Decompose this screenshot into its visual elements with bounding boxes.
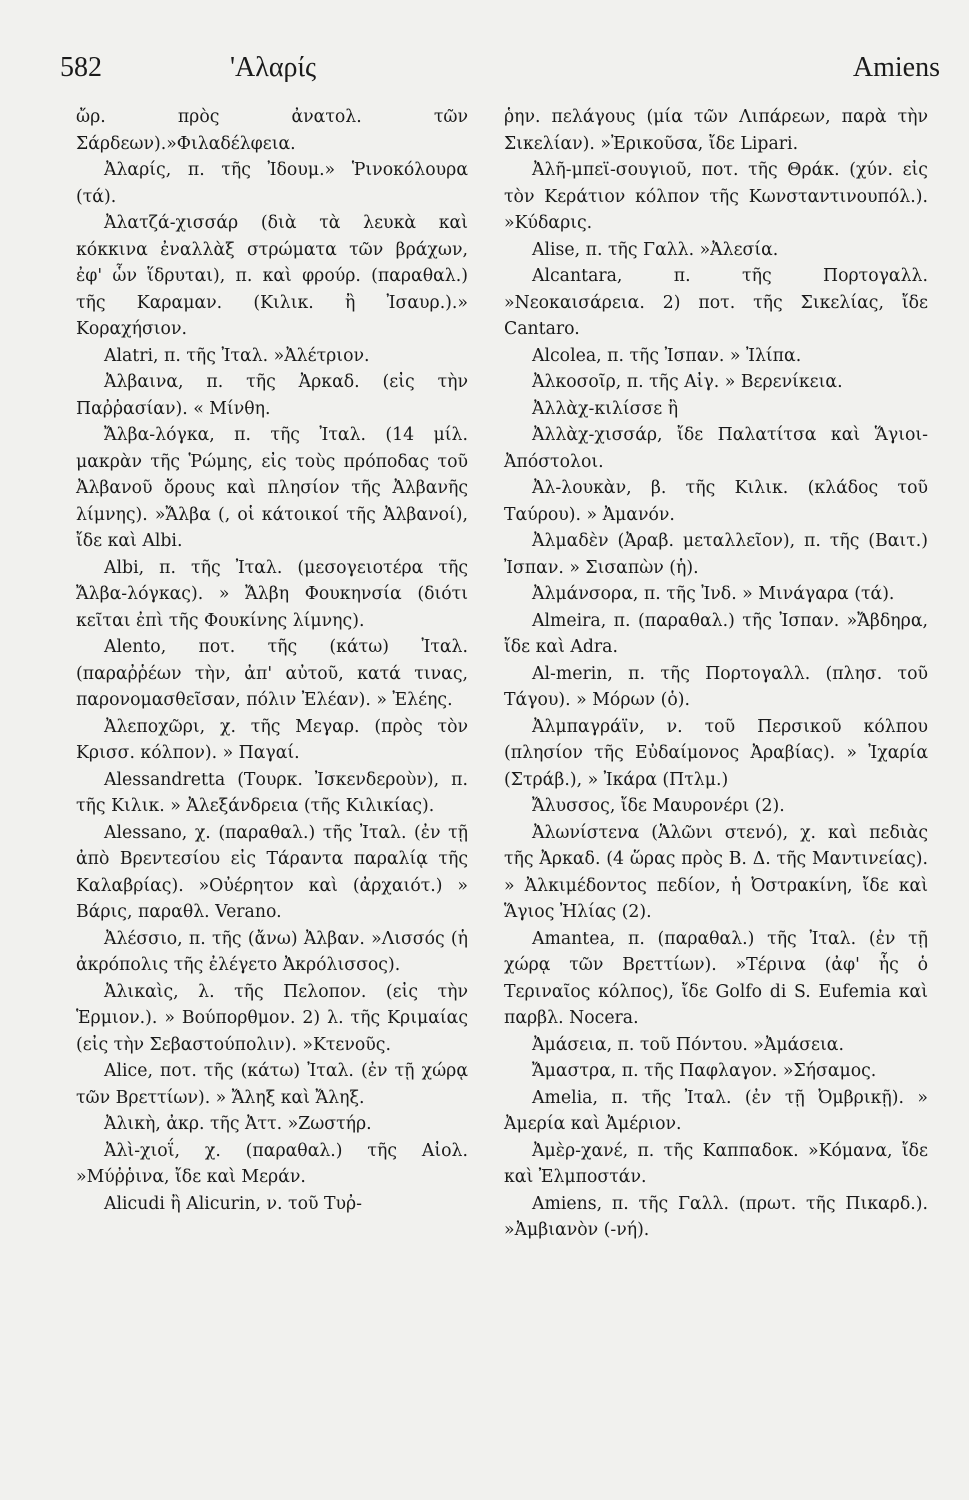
page-header xyxy=(60,52,940,96)
entry: Ἄλβα-λόγκα, π. τῆς Ἰταλ. (14 μίλ. μακρὰν τῆς Ῥώμης, εἰς τοὺς πρόποδας τοῦ Ἀλβανοῦ ὄρους καὶ πλησίον τῆς Ἀλβανῆς λίμνης). »Ἄλβα (, οἱ κάτοικοί τῆς Ἀλβανοί), ἴδε καὶ Albi. xyxy=(76,425,468,551)
entry: Ἀμὲρ-χανέ, π. τῆς Καππαδοκ. »Κόμανα, ἴδε καὶ Ἐλμποστάν. xyxy=(504,1140,928,1187)
left-column xyxy=(76,104,468,1217)
entry: Ἀλέσσιο, π. τῆς (ἄνω) Ἀλβαν. »Λισσός (ἡ ἀκρόπολις τῆς ἐλέγετο Ἀκρόλισσος). xyxy=(76,928,468,975)
entry: Amiens, π. τῆς Γαλλ. (πρωτ. τῆς Πικαρδ.). »Ἀμβιανὸν (-νή). xyxy=(504,1193,928,1240)
entry: Alento, ποτ. τῆς (κάτω) Ἰταλ. (παραῤῥέων τὴν, ἀπ' αὐτοῦ, κατά τινας, παρονομασθεῖσαν, πόλιν Ἐλέαν). » Ἐλέης. xyxy=(76,637,468,710)
page-number: 582 xyxy=(60,52,102,83)
entry: Ἀλικὴ, ἀκρ. τῆς Ἀττ. »Ζωστήρ. xyxy=(104,1114,372,1134)
entry: Ἀλεποχῶρι, χ. τῆς Μεγαρ. (πρὸς τὸν Κρισσ. κόλπον). » Παγαί. xyxy=(76,716,468,763)
entry: Amelia, π. τῆς Ἰταλ. (ἐν τῇ Ὀμβρικῇ). » Ἀμερία καὶ Ἀμέριον. xyxy=(504,1087,928,1134)
entry: Ἀλβαινα, π. τῆς Ἀρκαδ. (εἰς τὴν Παῤῥασίαν). « Μίνθη. xyxy=(76,372,468,419)
entry: Alessandretta (Τουρκ. Ἰσκενδεροὺν), π. τῆς Κιλικ. » Ἀλεξάνδρεια (τῆς Κιλικίας). xyxy=(76,769,468,816)
entry: Al-merin, π. τῆς Πορτογαλλ. (πλησ. τοῦ Τάγου). » Μόρων (ὁ). xyxy=(504,663,928,710)
entry: Ἀλὶ-χιοΐ, χ. (παραθαλ.) τῆς Αἰολ. »Μύῤῥινα, ἴδε καὶ Μεράν. xyxy=(76,1140,468,1187)
entry: ὤρ. πρὸς ἀνατολ. τῶν Σάρδεων).»Φιλαδέλφεια. xyxy=(76,107,468,154)
entry: Ἀλικαὶς, λ. τῆς Πελοπον. (εἰς τὴν Ἑρμιον.). » Βούπορθμον. 2) λ. τῆς Κριμαίας (εἰς τὴν Σεβαστούπολιν). »Κτενοῦς. xyxy=(76,981,468,1055)
entry: Almeira, π. (παραθαλ.) τῆς Ἰσπαν. »Ἄβδηρα, ἴδε καὶ Adra. xyxy=(504,610,928,657)
running-head-right: Amiens xyxy=(852,52,940,83)
entry: Ἀλῆ-μπεϊ-σουγιοῦ, ποτ. τῆς Θράκ. (χύν. εἰς τὸν Κεράτιον κόλπον τῆς Κωνσταντινουπόλ.). »Κύδαρις. xyxy=(504,160,928,233)
entry: Alice, ποτ. τῆς (κάτω) Ἰταλ. (ἐν τῇ χώρᾳ τῶν Βρεττίων). » Ἄληξ καὶ Ἄληξ. xyxy=(76,1061,468,1108)
entry: Ἀλ-λουκὰν, β. τῆς Κιλικ. (κλάδος τοῦ Ταύρου). » Ἀμανόν. xyxy=(504,478,928,525)
entry: Ἀλλὰχ-κιλίσσε ἢ xyxy=(532,398,679,419)
running-head-left: 'Αλαρίς xyxy=(230,52,317,83)
entry: ῥην. πελάγους (μία τῶν Λιπάρεων, παρὰ τὴν Σικελίαν). »Ἐρικοῦσα, ἴδε Lipari. xyxy=(504,107,928,154)
entry: Ἀλλὰχ-χισσάρ, ἴδε Παλατίτσα καὶ Ἅγιοι-Ἀπόστολοι. xyxy=(504,425,928,472)
entry: Alcolea, π. τῆς Ἰσπαν. » Ἰλίπα. xyxy=(532,345,802,366)
entry: Ἀλωνίστενα (Ἁλῶνι στενό), χ. καὶ πεδιὰς τῆς Ἀρκαδ. (4 ὥρας πρὸς Β. Δ. τῆς Μαντινείας). » Ἀλκιμέδοντος πεδίον, ἡ Ὀστρακίνη, ἴδε καὶ Ἅγιος Ἠλίας (2). xyxy=(504,822,928,922)
entry: Alatri, π. τῆς Ἰταλ. »Ἀλέτριον. xyxy=(104,345,370,366)
entry: Ἀλμπαγράϊν, ν. τοῦ Περσικοῦ κόλπου (πλησίον τῆς Εὐδαίμονος Ἀραβίας). » Ἰχαρία (Στράβ.), » Ἰκάρα (Πτλμ.) xyxy=(504,716,928,790)
entry: Alessano, χ. (παραθαλ.) τῆς Ἰταλ. (ἐν τῇ ἀπὸ Βρεντεσίου εἰς Τάραντα παραλίᾳ τῆς Καλαβρίας). »Οὐέρητον καὶ (ἀρχαιότ.) » Βάρις, παραθλ. Verano. xyxy=(76,822,468,922)
entry: Albi, π. τῆς Ἰταλ. (μεσογειοτέρα τῆς Ἄλβα-λόγκας). » Ἄλβη Φουκηνσία (διότι κεῖται ἐπὶ τῆς Φουκίνης λίμνης). xyxy=(76,557,468,631)
entry: Ἄλυσσος, ἴδε Μαυρονέρι (2). xyxy=(532,796,785,816)
entry: Ἀλμάνσορα, π. τῆς Ἰνδ. » Μινάγαρα (τά). xyxy=(532,584,895,604)
entry: Ἀλμαδὲν (Ἀραβ. μεταλλεῖον), π. τῆς (Βαιτ.) Ἰσπαν. » Σισαπὼν (ἡ). xyxy=(504,531,928,578)
entry: Alise, π. τῆς Γαλλ. »Ἀλεσία. xyxy=(532,239,779,260)
entry: Ἀλκοσοῖρ, π. τῆς Αἰγ. » Βερενίκεια. xyxy=(532,372,843,392)
entry: Ἀλαρίς, π. τῆς Ἰδουμ.» Ῥινοκόλουρα (τά). xyxy=(76,160,468,207)
entry: Ἄμαστρα, π. τῆς Παφλαγον. »Σήσαμος. xyxy=(532,1061,877,1081)
entry: Alcantara, π. τῆς Πορτογαλλ. »Νεοκαισάρεια. 2) ποτ. τῆς Σικελίας, ἴδε Cantaro. xyxy=(504,266,928,339)
entry: Alicudi ἢ Alicurin, ν. τοῦ Τυῤ- xyxy=(104,1193,363,1214)
entry: Ἀμάσεια, π. τοῦ Πόντου. »Ἀμάσεια. xyxy=(532,1034,844,1055)
entry: Ἀλατζά-χισσάρ (διὰ τὰ λευκὰ καὶ κόκκινα ἐναλλὰξ στρώματα τῶν βράχων, ἐφ' ὧν ἵδρυται), π. καὶ φρούρ. (παραθαλ.) τῆς Καραμαν. (Κιλικ. ἢ Ἰσαυρ.).» Κοραχήσιον. xyxy=(76,213,468,339)
right-column xyxy=(504,104,928,1244)
entry: Amantea, π. (παραθαλ.) τῆς Ἰταλ. (ἐν τῇ χώρᾳ τῶν Βρεττίων). »Τέρινα (ἀφ' ἧς ὁ Τεριναῖος κόλπος), ἴδε Golfo di S. Eufemia καὶ παρβλ. Nocera. xyxy=(504,928,928,1028)
